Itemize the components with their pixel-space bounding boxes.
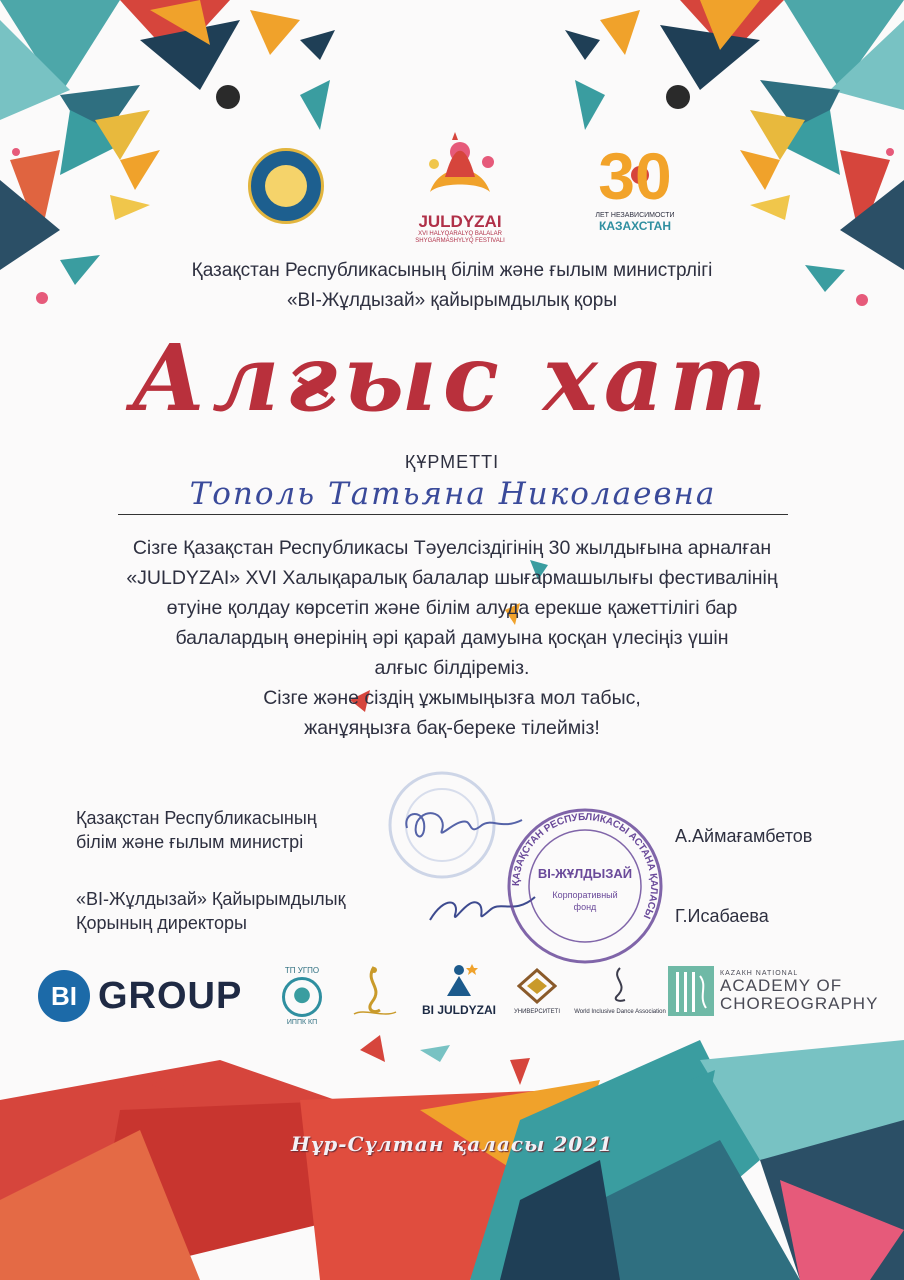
juldyzai-figure-icon	[439, 962, 479, 998]
university-logo	[506, 968, 568, 1015]
festival-logo-name: JULDYZAI	[418, 212, 502, 231]
university-label: УНИВЕРСИТЕТІ	[513, 1009, 561, 1015]
ministry-seal-icon	[248, 148, 324, 224]
university-emblem-icon	[517, 968, 557, 1004]
wida-figure-icon	[605, 966, 635, 1004]
academy-top: КАZАКН NATIONAL	[720, 969, 799, 977]
festival-logo	[400, 132, 520, 252]
foundation-stamp-icon	[505, 806, 665, 966]
festival-logo-sub: XVI HALYQARALYQ BALALAR SHYGARMASHYLYQ FESTIVALI	[415, 231, 505, 244]
role-line: «BI-Жұлдызай» Қайырымдылық	[76, 889, 346, 909]
body-line: «JULDYZAI» XVI Халықаралық балалар шығармашылығы фестивалінің	[126, 567, 778, 589]
wida-logo	[572, 966, 668, 1015]
role-line: білім және ғылым министрі	[76, 832, 304, 852]
ippk-label: ИППК КП	[286, 1019, 318, 1026]
academy-text	[720, 970, 878, 1013]
letter-title: Алғыс хат	[131, 324, 773, 432]
letter-body	[60, 533, 844, 743]
independence-line2: КАЗАХСТАН	[599, 219, 671, 233]
recipient-name: Тополь Татьяна Николаевна	[118, 476, 788, 515]
bi-group-logo	[38, 970, 242, 1022]
body-line: өтуіне қолдау көрсетіп және білім алуда ерекше қажеттілігі бар	[166, 597, 738, 619]
stamp-line: фонд	[573, 902, 597, 912]
stamp-ring-text: ҚАЗАҚСТАН РЕСПУБЛИКАСЫ АСТАНА ҚАЛАСЫ	[510, 811, 660, 921]
role-line: Қазақстан Республикасының	[76, 808, 317, 828]
dance-school-logo	[344, 962, 404, 1022]
juldyzai-logo-text: BI JULDYZAI	[421, 1003, 496, 1017]
wida-label: World Inclusive Dance Association	[574, 1009, 666, 1015]
tp-ugpo-logo	[272, 966, 332, 1026]
tp-ugpo-label: ТП УГПО	[284, 966, 320, 975]
bi-juldyzai-logo	[414, 962, 504, 1017]
signatory-director-name: Г.Исабаева	[675, 906, 769, 926]
academy-line1: ACADEMY OF	[720, 975, 843, 995]
signatory-minister-name: А.Аймағамбетов	[675, 826, 813, 846]
body-line: алғыс білдіреміз.	[374, 657, 530, 679]
academy-choreography-logo	[668, 966, 878, 1016]
body-line: балалардың өнерінің әрі қарай дамуына қосқан үлесіңіз үшін	[175, 627, 729, 649]
honorific: ҚҰРМЕТТІ	[404, 452, 500, 472]
organizer-ministry: Қазақстан Республикасының білім және ғылым министрлігі	[191, 260, 713, 281]
bi-word: GROUP	[98, 974, 243, 1017]
festival-figure-icon	[400, 132, 520, 212]
organizers-block	[0, 256, 904, 316]
city-year: Нұр-Сұлтан қаласы 2021	[290, 1132, 614, 1156]
stamp-line: Корпоративный	[552, 890, 618, 900]
signatory-minister-role	[76, 806, 317, 854]
stamp-center: BI-ЖҰЛДЫЗАЙ	[537, 866, 633, 881]
body-line: жанұяңызға бақ-береке тілейміз!	[304, 717, 600, 739]
body-line: Сізге және сіздің ұжымыңызға мол табыс,	[263, 687, 641, 709]
role-line: Қорының директоры	[76, 913, 247, 933]
organizer-foundation: «BI-Жұлдызай» қайырымдылық қоры	[286, 290, 618, 311]
academy-line2: CHOREOGRAPHY	[720, 993, 879, 1013]
independence-number: 30	[598, 139, 672, 213]
body-line: Сізге Қазақстан Республикасы Тәуелсіздігінің 30 жылдығына арналған	[132, 537, 772, 559]
independence-line1: ЛЕТ НЕЗАВИСИМОСТИ	[595, 212, 675, 219]
academy-emblem-icon	[668, 966, 714, 1016]
signatory-director-role	[76, 887, 345, 935]
independence-logo	[585, 140, 685, 233]
tp-ugpo-emblem-icon	[282, 977, 322, 1017]
bi-mark: BI	[38, 970, 90, 1022]
